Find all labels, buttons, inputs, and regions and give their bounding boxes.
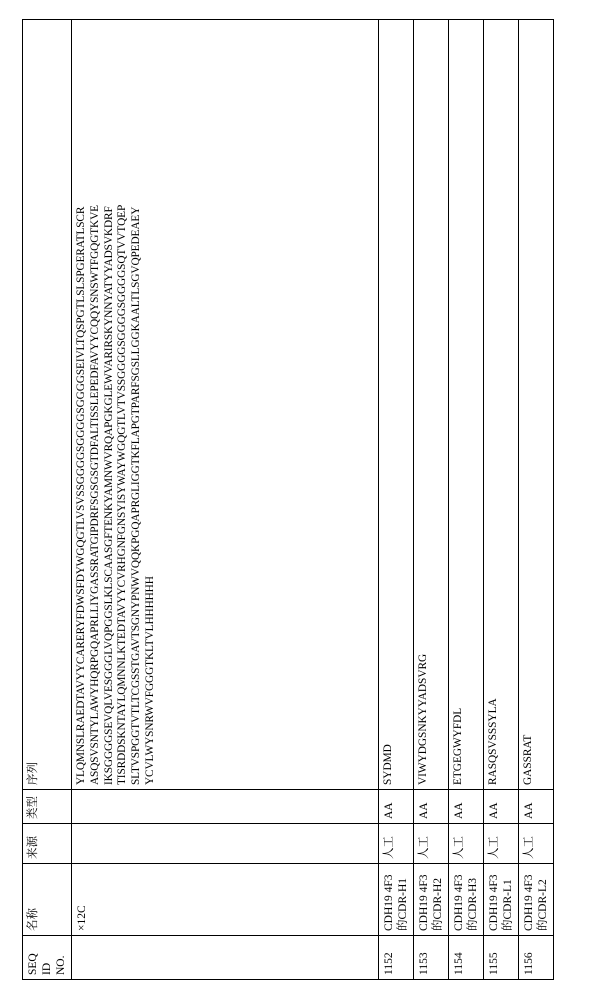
table-header-row	[23, 20, 72, 980]
name-line-2: 的CDR-H3	[467, 877, 480, 931]
sequence-line: IKSGGGGSEVQLVESGGGLVQPGGSLKLSCAASGFTENKYAMNWVRQAPGKGLEWVARIRSKYNNYATYYADSVKDRF	[102, 206, 115, 785]
sequence-line: YCVLWYSNRWVFGGGTKLTVLHHHHHH	[143, 576, 156, 785]
cell-source: 人工	[379, 824, 414, 864]
cell-type: AA	[379, 790, 414, 824]
cell-seq-id	[72, 936, 379, 980]
cell-source	[72, 824, 379, 864]
name-line-2: 的CDR-L2	[537, 879, 550, 931]
cell-sequence	[414, 20, 449, 790]
cell-source: 人工	[519, 824, 554, 864]
name-line-1: CDH19 4F3	[488, 874, 501, 931]
cell-name	[449, 864, 484, 936]
cell-source: 人工	[414, 824, 449, 864]
header-line-3: NO.	[55, 955, 68, 975]
cell-sequence	[519, 20, 554, 790]
sequence-line: GASSRAT	[522, 734, 535, 785]
cell-name	[379, 864, 414, 936]
column-header-sequence: 序列	[23, 20, 72, 790]
table-row	[484, 20, 519, 980]
cell-type: AA	[449, 790, 484, 824]
sequence-line: VIWYDGSNKYYADSVRG	[417, 653, 430, 785]
table-row	[72, 20, 379, 980]
name-line-1: CDH19 4F3	[453, 874, 466, 931]
name-line-2: 的CDR-H1	[397, 877, 410, 931]
name-line-1: CDH19 4F3	[523, 874, 536, 931]
cell-sequence	[72, 20, 379, 790]
cell-name	[484, 864, 519, 936]
column-header-seq-id	[23, 936, 72, 980]
table-row	[379, 20, 414, 980]
cell-name: ×12C	[72, 864, 379, 936]
header-line-1: SEQ	[27, 953, 39, 975]
sequence-line: ASQSVSNTYLAWYHQRPGQAPRLLIYGASSRATGIPDRFSGSGSGTDFALTISSLEPEDFAVYYCQQYSNSWTFGQGTKVE	[88, 205, 101, 785]
cell-name	[414, 864, 449, 936]
cell-type	[72, 790, 379, 824]
header-line-2: ID	[41, 962, 54, 975]
cell-seq-id: 1153	[414, 936, 449, 980]
name-line-1: CDH19 4F3	[383, 874, 396, 931]
sequence-line: RASQSVSSSYLA	[487, 698, 500, 785]
cell-source: 人工	[484, 824, 519, 864]
sequence-line: ETGEGWYFDL	[452, 707, 465, 785]
sequence-line: YLQMNSLRAEDTAVYYCARERYFDWSFDYWGQGTLVSVSSGGGGSGGGGSGGGGSEIVLTQSPGTLSLSPGERATLSCR	[75, 206, 88, 785]
cell-type: AA	[414, 790, 449, 824]
cell-seq-id: 1156	[519, 936, 554, 980]
name-line-2: 的CDR-H2	[432, 877, 445, 931]
table-row	[414, 20, 449, 980]
name-line-1: CDH19 4F3	[418, 874, 431, 931]
cell-seq-id: 1152	[379, 936, 414, 980]
cell-name	[519, 864, 554, 936]
cell-type: AA	[519, 790, 554, 824]
column-header-name: 名称	[23, 864, 72, 936]
cell-source: 人工	[449, 824, 484, 864]
cell-sequence	[379, 20, 414, 790]
column-header-source: 来源	[23, 824, 72, 864]
cell-seq-id: 1155	[484, 936, 519, 980]
cell-sequence	[449, 20, 484, 790]
column-header-type: 类型	[23, 790, 72, 824]
name-line-2: 的CDR-L1	[502, 879, 515, 931]
sequence-line: SLTVSPGGTVTLTCGSSTGAVTSGNYPNWVQQKPGQAPRGLIGGTKFLAPGTPARFSGSLLGGKAALTLSGVQPEDEAEY	[130, 206, 143, 785]
cell-seq-id: 1154	[449, 936, 484, 980]
sequence-table	[22, 19, 554, 980]
table-row	[519, 20, 554, 980]
table-row	[449, 20, 484, 980]
cell-sequence	[484, 20, 519, 790]
sequence-line: TISRDDSKNTAYLQMNNLKTEDTAVYYCVRHGNFGNSYISYWAYWGQGTLVTVSSGGGGSGGGGSGGGGSQTVVTQEP	[116, 204, 129, 785]
cell-type: AA	[484, 790, 519, 824]
sequence-line: SYDMD	[382, 744, 395, 785]
